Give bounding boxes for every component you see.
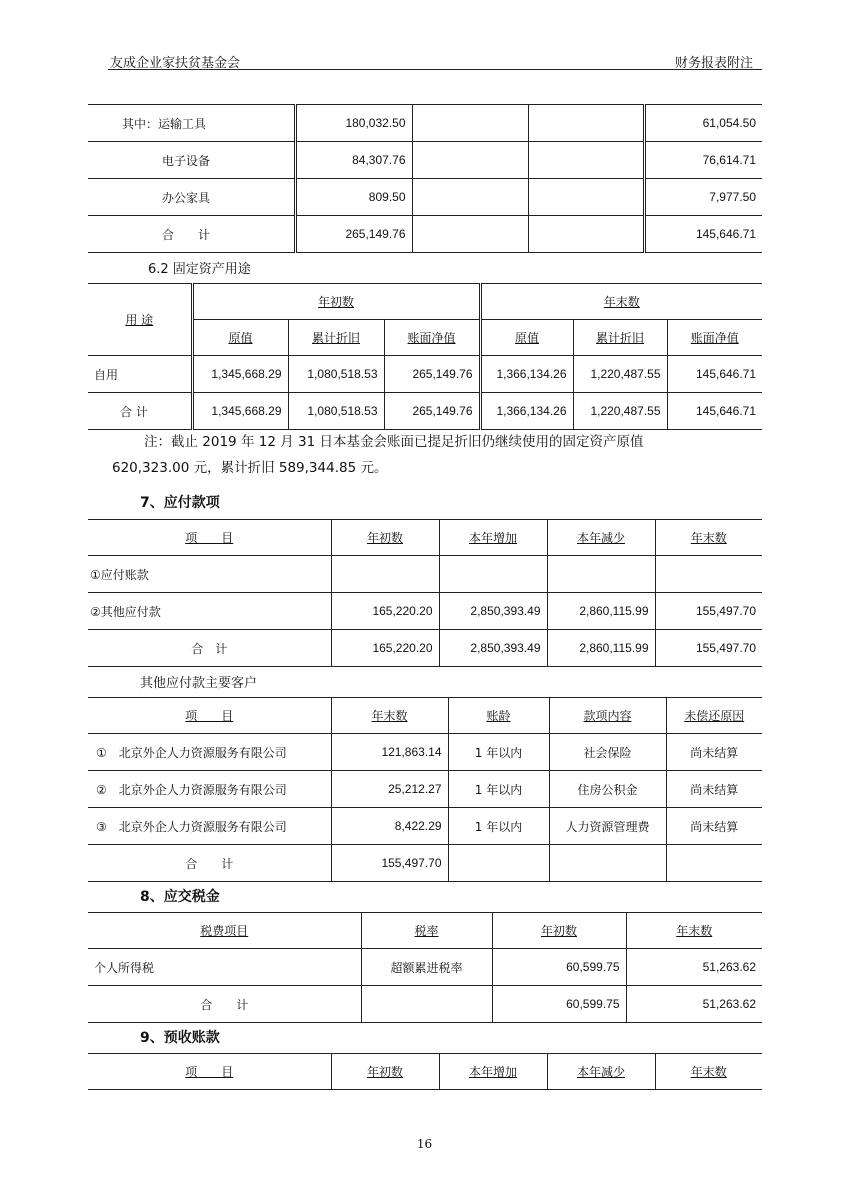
header-usage: 用 途 xyxy=(88,284,192,356)
table-header-row xyxy=(88,520,762,556)
subheader-cell: 账面净值 xyxy=(384,320,480,356)
header-report-title: 财务报表附注 xyxy=(674,56,753,71)
table-row xyxy=(88,142,762,179)
header-cell: 项 目 xyxy=(88,698,331,734)
cell: 809.50 xyxy=(295,179,412,216)
cell: 1,366,134.26 xyxy=(480,393,573,430)
row-label: 合 计 xyxy=(88,986,361,1023)
cell: 1 年以内 xyxy=(448,734,549,771)
cell xyxy=(528,216,644,253)
header-begin: 年初数 xyxy=(192,284,480,320)
header-cell: 年初数 xyxy=(331,520,439,556)
cell xyxy=(331,556,439,593)
cell: 165,220.20 xyxy=(331,593,439,630)
cell xyxy=(439,556,547,593)
cell: 1 年以内 xyxy=(448,771,549,808)
header-cell: 年末数 xyxy=(655,1054,762,1090)
row-label: ①应付账款 xyxy=(88,556,331,593)
subheader-cell: 原值 xyxy=(480,320,573,356)
cell xyxy=(448,845,549,882)
table-row xyxy=(88,949,762,986)
row-label: 其中：运输工具 xyxy=(88,105,295,142)
fixed-assets-category-table xyxy=(88,104,762,253)
table-row xyxy=(88,845,762,882)
cell xyxy=(412,179,528,216)
cell: 2,850,393.49 xyxy=(439,630,547,667)
section-title-9: 9、预收账款 xyxy=(140,1030,220,1046)
table-row xyxy=(88,593,762,630)
row-label: ② 北京外企人力资源服务有限公司 xyxy=(88,771,331,808)
cell xyxy=(547,556,655,593)
cell: 121,863.14 xyxy=(331,734,448,771)
row-label: 个人所得税 xyxy=(88,949,361,986)
header-org-name: 友成企业家扶贫基金会 xyxy=(110,56,241,71)
subheader-cell: 原值 xyxy=(192,320,288,356)
row-label: 办公家具 xyxy=(88,179,295,216)
header-cell: 年末数 xyxy=(331,698,448,734)
cell xyxy=(549,845,666,882)
cell: 25,212.27 xyxy=(331,771,448,808)
payables-table xyxy=(88,519,762,667)
header-cell: 本年增加 xyxy=(439,520,547,556)
header-divider xyxy=(108,69,762,70)
cell: 尚未结算 xyxy=(666,771,762,808)
cell: 1,345,668.29 xyxy=(192,356,288,393)
table-row xyxy=(88,179,762,216)
section-title-6-2: 6.2 固定资产用途 xyxy=(148,262,251,277)
cell: 155,497.70 xyxy=(655,593,762,630)
row-label: 合 计 xyxy=(88,845,331,882)
cell xyxy=(412,216,528,253)
table-row xyxy=(88,556,762,593)
row-label: 合 计 xyxy=(88,630,331,667)
cell: 155,497.70 xyxy=(331,845,448,882)
header-cell: 项 目 xyxy=(88,1054,331,1090)
header-cell: 款项内容 xyxy=(549,698,666,734)
table-row xyxy=(88,986,762,1023)
cell: 2,860,115.99 xyxy=(547,593,655,630)
cell: 2,850,393.49 xyxy=(439,593,547,630)
header-cell: 未偿还原因 xyxy=(666,698,762,734)
other-payables-customers-table xyxy=(88,697,762,882)
cell: 1,220,487.55 xyxy=(573,393,667,430)
header-cell: 账龄 xyxy=(448,698,549,734)
cell: 住房公积金 xyxy=(549,771,666,808)
cell: 2,860,115.99 xyxy=(547,630,655,667)
cell xyxy=(412,105,528,142)
header-cell: 项 目 xyxy=(88,520,331,556)
table-row xyxy=(88,771,762,808)
subheader-cell: 账面净值 xyxy=(667,320,762,356)
note-line-2: 620,323.00 元，累计折旧 589,344.85 元。 xyxy=(112,460,388,476)
cell: 155,497.70 xyxy=(655,630,762,667)
cell: 超额累进税率 xyxy=(361,949,492,986)
section-title-7b: 其他应付款主要客户 xyxy=(140,676,258,691)
row-label: 电子设备 xyxy=(88,142,295,179)
cell xyxy=(666,845,762,882)
table-row xyxy=(88,105,762,142)
cell: 尚未结算 xyxy=(666,808,762,845)
advance-receipts-table xyxy=(88,1053,762,1090)
header-cell: 本年增加 xyxy=(439,1054,547,1090)
table-header-row xyxy=(88,698,762,734)
cell xyxy=(412,142,528,179)
section-title-7: 7、应付款项 xyxy=(140,495,220,511)
section-title-8: 8、应交税金 xyxy=(140,889,220,905)
row-label: ① 北京外企人力资源服务有限公司 xyxy=(88,734,331,771)
taxes-payable-table xyxy=(88,912,762,1023)
table-row xyxy=(88,393,762,430)
cell xyxy=(655,556,762,593)
cell: 1,366,134.26 xyxy=(480,356,573,393)
cell: 尚未结算 xyxy=(666,734,762,771)
row-label: ②其他应付款 xyxy=(88,593,331,630)
cell: 61,054.50 xyxy=(644,105,762,142)
row-label: 合 计 xyxy=(88,393,192,430)
header-cell: 本年减少 xyxy=(547,1054,655,1090)
cell: 7,977.50 xyxy=(644,179,762,216)
table-row xyxy=(88,216,762,253)
subheader-cell: 累计折旧 xyxy=(288,320,384,356)
note-line-1: 注：截止 2019 年 12 月 31 日本基金会账面已提足折旧仍继续使用的固定资产原值 xyxy=(144,434,644,450)
table-row xyxy=(88,630,762,667)
cell: 145,646.71 xyxy=(644,216,762,253)
cell: 265,149.76 xyxy=(295,216,412,253)
header-cell: 税费项目 xyxy=(88,913,361,949)
cell: 265,149.76 xyxy=(384,356,480,393)
cell xyxy=(528,105,644,142)
table-row xyxy=(88,734,762,771)
row-label: 自用 xyxy=(88,356,192,393)
header-cell: 年初数 xyxy=(492,913,626,949)
cell: 265,149.76 xyxy=(384,393,480,430)
cell: 51,263.62 xyxy=(626,986,762,1023)
cell: 8,422.29 xyxy=(331,808,448,845)
header-cell: 年末数 xyxy=(655,520,762,556)
fixed-assets-usage-table xyxy=(88,283,762,430)
cell: 60,599.75 xyxy=(492,986,626,1023)
cell xyxy=(528,179,644,216)
cell xyxy=(361,986,492,1023)
table-header-row xyxy=(88,1054,762,1090)
cell: 76,614.71 xyxy=(644,142,762,179)
cell: 1,080,518.53 xyxy=(288,393,384,430)
table-header-row xyxy=(88,913,762,949)
header-end: 年末数 xyxy=(480,284,762,320)
header-cell: 年初数 xyxy=(331,1054,439,1090)
table-row xyxy=(88,356,762,393)
header-cell: 本年减少 xyxy=(547,520,655,556)
cell: 51,263.62 xyxy=(626,949,762,986)
header-cell: 税率 xyxy=(361,913,492,949)
cell: 1 年以内 xyxy=(448,808,549,845)
cell: 1,345,668.29 xyxy=(192,393,288,430)
cell: 180,032.50 xyxy=(295,105,412,142)
page-number: 16 xyxy=(416,1137,433,1151)
cell: 145,646.71 xyxy=(667,356,762,393)
cell: 165,220.20 xyxy=(331,630,439,667)
cell: 1,080,518.53 xyxy=(288,356,384,393)
table-header-row xyxy=(88,284,762,320)
subheader-cell: 累计折旧 xyxy=(573,320,667,356)
cell: 人力资源管理费 xyxy=(549,808,666,845)
table-row xyxy=(88,808,762,845)
cell xyxy=(528,142,644,179)
row-label: ③ 北京外企人力资源服务有限公司 xyxy=(88,808,331,845)
cell: 84,307.76 xyxy=(295,142,412,179)
cell: 145,646.71 xyxy=(667,393,762,430)
cell: 1,220,487.55 xyxy=(573,356,667,393)
header-cell: 年末数 xyxy=(626,913,762,949)
row-label: 合 计 xyxy=(88,216,295,253)
cell: 60,599.75 xyxy=(492,949,626,986)
cell: 社会保险 xyxy=(549,734,666,771)
